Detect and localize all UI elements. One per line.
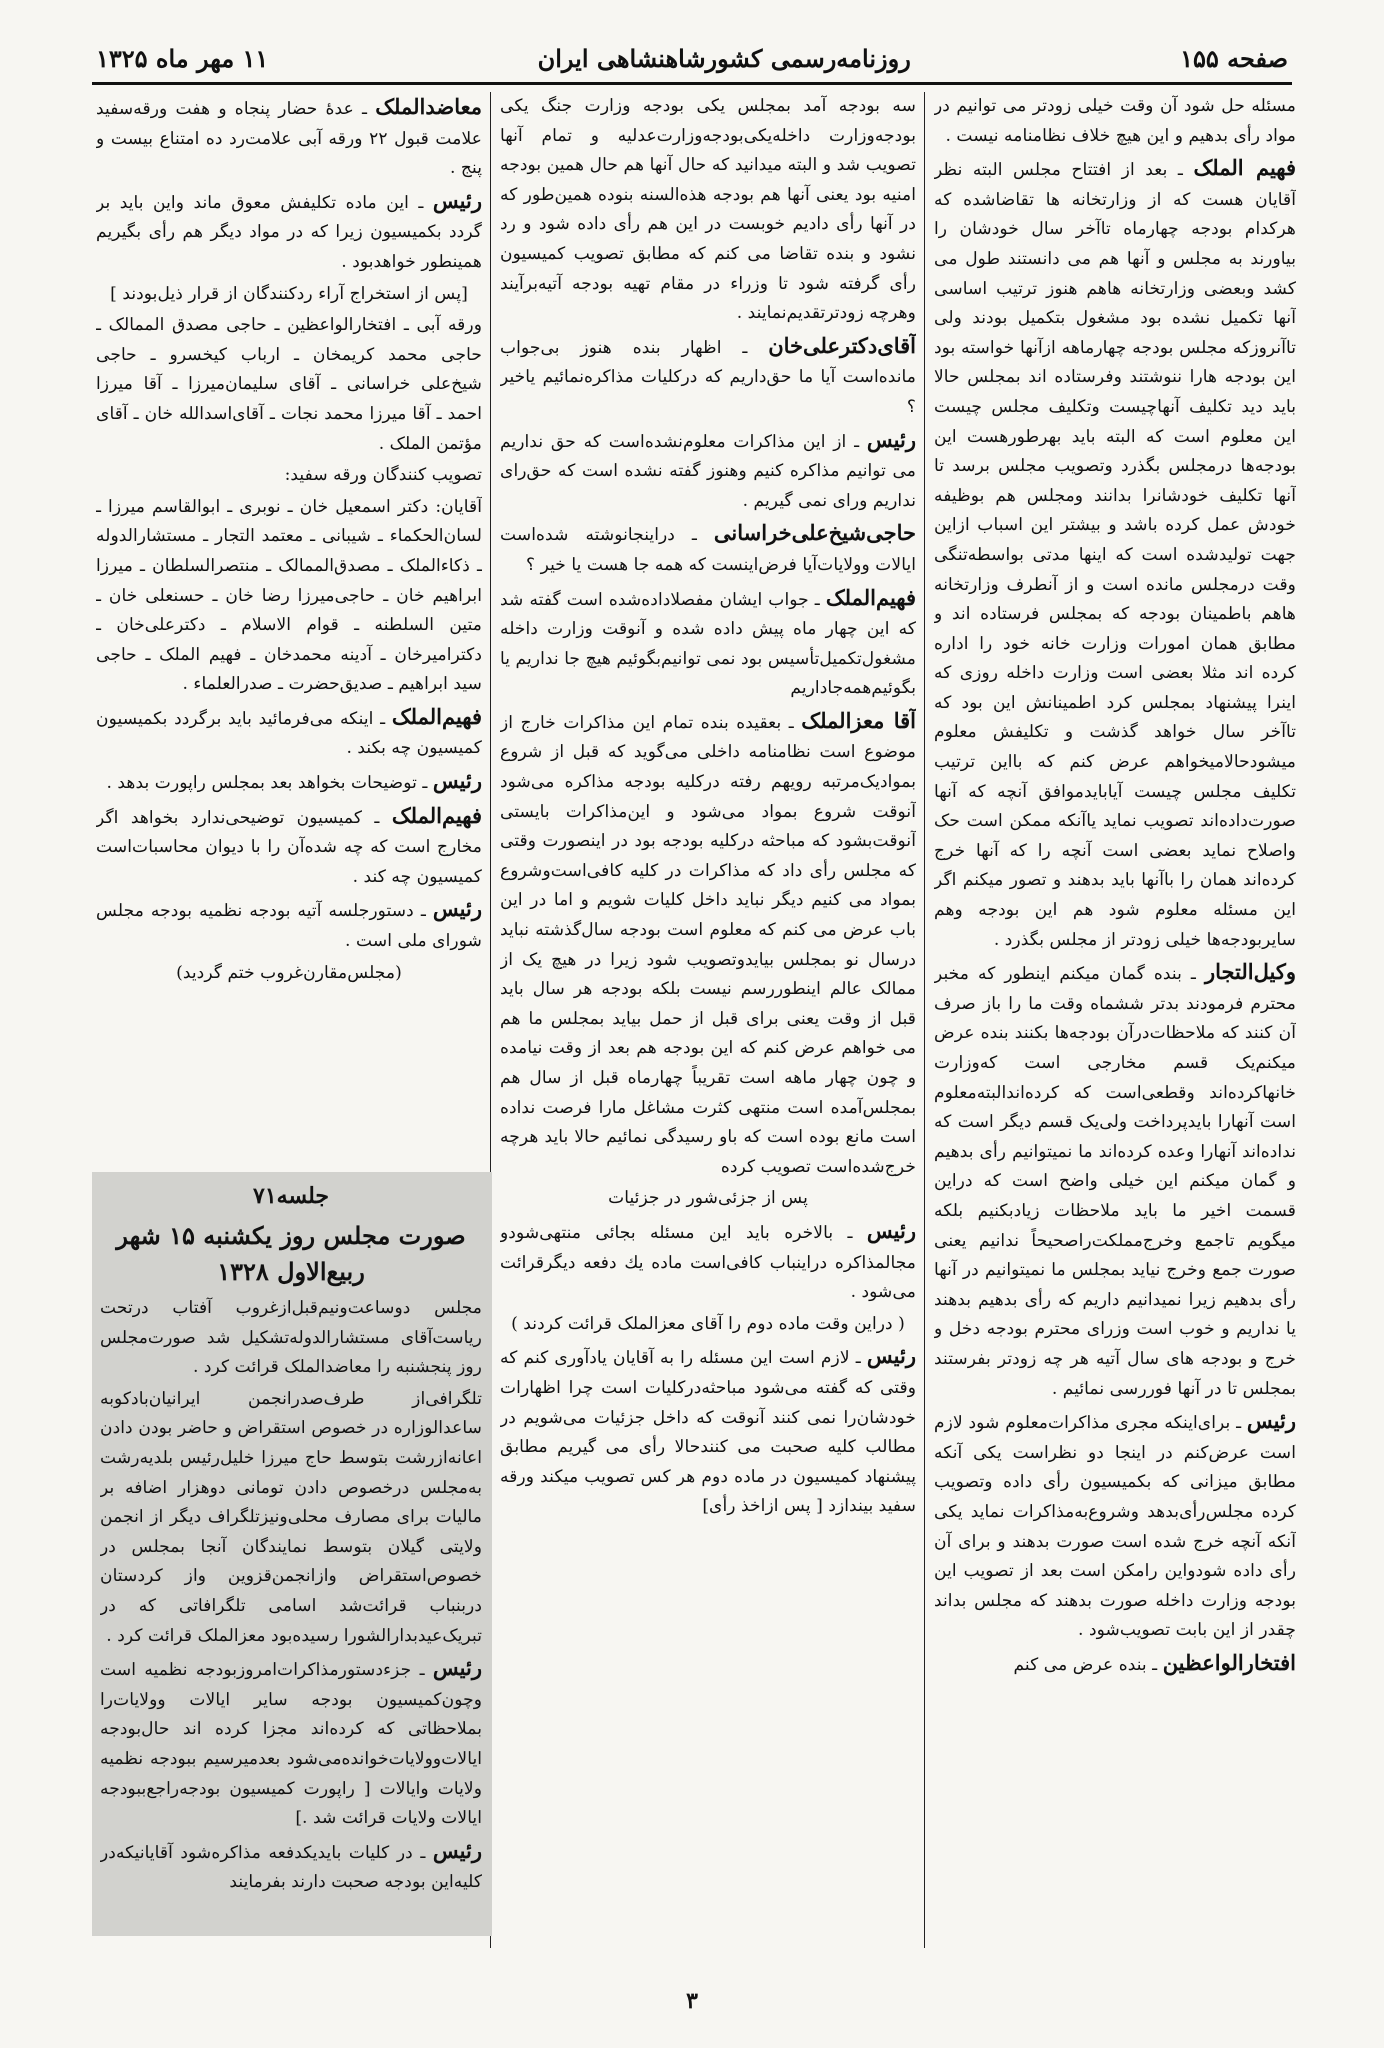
paragraph-text: ورقه آبی ـ افتخارالواعظین ـ حاجی مصدق الممالک ـ حاجی محمد کریمخان ـ ارباب کیخسرو ـ حاجی شیخ‌علی خراسانی ـ آقای سلیمان‌میرزا ـ آقا میرزا احمد ـ آقا میرزا محمد نجات ـ آقای‌اسدالله خان ـ آقای مؤتمن الملک . [96, 315, 482, 454]
speech-paragraph [96, 766, 482, 799]
speaker-name: رئیس [432, 187, 482, 213]
text-paragraph [96, 461, 482, 491]
speaker-name: رئیس [866, 1343, 916, 1369]
text-paragraph [100, 1294, 482, 1383]
speech-paragraph [500, 583, 916, 704]
page-number: ۳ [686, 1988, 698, 2014]
speech-paragraph [934, 153, 1296, 955]
page-label: صفحه ۱۵۵ [1180, 43, 1288, 73]
text-paragraph [100, 1385, 482, 1651]
speaker-name: رئیس [432, 1655, 482, 1681]
speaker-name: فهیم‌الملک [391, 802, 482, 828]
speaker-name: افتخارالواعظین [1162, 1649, 1296, 1675]
speech-paragraph [934, 1648, 1296, 1681]
speech-paragraph [500, 425, 916, 517]
paragraph-text: (مجلس‌مقارن‌غروب ختم گردید) [176, 962, 402, 983]
speaker-name: رئیس [866, 426, 916, 452]
session-number: جلسه۷۱ [253, 1183, 329, 1209]
paragraph-text: ـ در کلیات بایدیکدفعه مذاکره‌شود آقایانیکه‌در کلیه‌این بودجه صحبت دارند بفرمایند [100, 1842, 482, 1893]
paragraph-text: سه بودجه آمد بمجلس یکی بودجه وزارت جنگ یکی بودجه‌وزارت داخله‌یکی‌بودجه‌وزارت‌عدلیه و تمام آنها تصویب شد و البته میدانید که حال آنها هم حال همین بودجه امنیه بود یعنی آنها هم بودجه هذه‌السنه بنوده همین‌طور که در آنها رأی دادیم خوبست در این هم رأی داده شود و رد نشود و بنده تقاضا می کنم که مطابق تصویب کمیسیون رأی گرفته شود تا وزراء در مقام تهیه بودجه آتیه‌برآیند وهرچه زودتر‌تقدیم‌نمایند . [500, 96, 916, 324]
paragraph-text: ـ عدهٔ حضار پنجاه و هفت ورقه‌سفید علامت قبول ۲۲ ورقه آبی علامت‌رد ده امتناع بیست و پنج . [96, 99, 482, 179]
paragraph-text: ـ بعقیده بنده تمام این مذاکرات خارج از موضوع است نظامنامه داخلی می‌گوید که قبل از شروع بمواد‌یک‌مرتبه رویهم رفته درکلیه بودجه مذاکره می‌شود آنوقت شروع بمواد می‌شود و این‌مذاکرات بایستی آنوقت‌بشود که مباحثه درکلیه بودجه بود در اینصورت وقتی که مجلس رأی داد که مذاکرات در کلیه کافی‌است‌وشروع بمواد می کنیم دیگر نباید داخل کلیات شویم و اما در این باب عرض می کنم که معلوم است بودجه سال‌گذشته نباید درسال نو بمجلس بیاید‌وتصویب شود زیرا در هیچ یک از ممالک عالم اینطوررسم نیست بلکه بودجه هر سال باید قبل از وقت یعنی برای قبل از حمل بیاید بمجلس ما هم می خواهم عرض کنم که این بودجه هم بعد از وقت نیامده و چون چهار ماهه است تقریباً چهارماه قبل از سال هم بمجلس‌آمده است منتهی کثرت مشاغل مارا فرصت نداده است مانع بوده است که باو رسیدگی نمائیم حالا باید هرچه خرج‌شده‌است تصویب کرده [500, 712, 916, 1177]
speaker-name: فهیم‌الملک [825, 584, 916, 610]
publication-title: روزنامه‌رسمی کشورشاهنشاهی ایران [537, 43, 911, 73]
session-71-section [100, 1176, 482, 1948]
session-title: صورت مجلس روز یکشنبه ۱۵ شهر ربیع‌الاول ۱۳۲۸ [116, 1221, 466, 1286]
speaker-name: وکیل‌التجار [1204, 959, 1296, 985]
text-paragraph [934, 92, 1296, 151]
paragraph-text: ـ توضیحات بخواهد بعد بمجلس راپورت بدهد . [106, 773, 433, 794]
session-body [100, 1294, 482, 1898]
paragraph-text: مسئله حل شود آن وقت خیلی زودتر می توانیم در مواد رأی بدهیم و این هیچ خلاف نظامنامه نیست . [934, 96, 1296, 146]
speech-paragraph [96, 801, 482, 893]
text-paragraph [500, 1184, 916, 1214]
speaker-name: رئیس [866, 1217, 916, 1243]
speech-paragraph [100, 1653, 482, 1834]
paragraph-text: ـ بالاخره باید این مسئله بجائی منتهی‌شودو مجالمذاکره دراینباب کافی‌است ماده یك دفعه دیگرقرائت می‌شود . [500, 1222, 916, 1303]
speech-paragraph [96, 92, 482, 184]
paragraph-text: تلگرافی‌از طرف‌صدرانجمن ایرانیان‌بادکوبه ساعد‌الوزاره در خصوص استقراض و حاضر بودن دادن اعانه‌ازرشت بتوسط حاج میرزا خلیل‌رئیس بلدیه‌رشت به‌مجلس درخصوص دادن تومانی دوهزار اضافه بر مالیات برای مصارف محلی‌ونیز‌تلگراف دیگر از انجمن ولایتی گیلان بتوسط نمایندگان آنجا بمجلس در خصوص‌استقراض وازانجمن‌قزوین واز کردستان دربنباب قرائت‌شد اسامی تلگرافاتی که در تبریک‌عیدبدارالشورا رسیده‌بود معزالملک قرائت کرد . [100, 1388, 482, 1646]
paragraph-text: ـ کمیسیون توضیحی‌ندارد بخواهد اگر مخارج است که چه شده‌آن را با دیوان محاسبات‌است کمیسیون چه کند . [96, 807, 482, 887]
speaker-name: معاضدالملک [375, 94, 482, 119]
speech-paragraph [500, 518, 916, 580]
paragraph-text: تصویب کنندگان ورقه سفید: [284, 465, 482, 486]
column-right [934, 92, 1296, 1948]
paragraph-text: مجلس دوساعت‌ونیم‌قبل‌ازغروب آفتاب درتحت ریاست‌آقای مستشارالدوله‌تشکیل شد صورت‌مجلس روز پنجشنبه را معاضدالملک قرائت کرد . [100, 1298, 482, 1378]
paragraph-text: ـ اینکه می‌فرمائید باید برگردد بکمیسیون کمیسیون چه بکند . [96, 708, 482, 759]
speech-paragraph [934, 1406, 1296, 1646]
text-paragraph [500, 92, 916, 329]
speech-paragraph [934, 957, 1296, 1404]
paragraph-text: ـ لازم است این مسئله را به آقایان یادآوری کنم که وقتی که گفته می‌شود مباحثه‌درکلیات است چرا اظهارات خودشان‌را نمی کنند آنوقت که داخل جزئیات می‌شویم در مطالب کلیه صحبت می کنندحالا رأی می گیریم مطابق پیشنهاد کمیسیون در ماده دوم هر کس تصویب میکند ورقه سفید بیندازد [ پس ازاخذ رأی] [500, 1348, 916, 1517]
paragraph-text: ـ بنده گمان میکنم اینطور که مخبر محترم فرمودند بدتر ششماه وقت ما را باز صرف آن کنند که ملاحظات‌درآن بودجه‌ها بکنند بنده عرض میکنم‌یک قسم مخارجی است که‌وزارت خانهاکرده‌اند وقطعی‌است که کرده‌اند‌البته‌معلوم است آنهارا بایدپرداخت ولی‌یک قسم دیگر است که نداده‌اند آنهارا وعده کرده‌اند ما نمیتوانیم رأی بدهیم و گمان میکنم این خیلی واضح است که دراین قسمت اخیر ما باید ملاحظات زیادبکنیم بلکه میگویم تاجمع وخرج‌مملکت‌راصحیحاً ندانیم یعنی صورت جمع وخرج نیاید بمجلس ما نمیتوانیم در آنها رأی بدهیم زیرا نمیدانیم داریم که رأی بدهیم بدهند یا نداریم و خوب است وزرای محترم بودجه دخل و خرج و بودجه های سال آتیه هر چه زودتر بفرستند بمجلس تا در آنها فوررسی نمائیم . [934, 964, 1296, 1399]
speaker-name: رئیس [432, 768, 482, 794]
paragraph-text: ـ برای‌اینکه مجری مذاکرات‌معلوم شود لازم است عرض‌کنم در اینجا دو نظراست یکی آنکه مطابق میزانی که بکمیسیون رأی داده وتصویب کرده مجلس‌رأی‌بدهد وشروع‌به‌مذاکرات نماید یکی آنکه آنچه خرج شده است صورت بدهند و برای آن رأی داده شود‌واین رامکن است بعد از تصویب این بودجه وزارت داخله صورت بدهند که مجلس بداند چقدر از این بابت تصویب‌شود . [934, 1413, 1296, 1641]
paragraph-text: ـ اظهار بنده هنوز بی‌جواب مانده‌است آیا ما حق‌داریم که درکلیات مذاکره‌نمائیم یاخیر ؟ [500, 337, 916, 417]
text-paragraph [500, 1310, 916, 1340]
speech-paragraph [500, 331, 916, 423]
paragraph-text: آقایان: دکتر اسمعیل خان ـ نوبری ـ ابوالقاسم میرزا ـ لسان‌الحکماء ـ شیبانی ـ معتمد التجار ـ مستشارالدوله ـ ذکاءالملک ـ مصدق‌الممالک ـ منتصرالسلطان ـ میرزا ابراهیم خان ـ حاجی‌میرزا رضا خان ـ حسنعلی خان ـ متین السلطنه ـ قوام الاسلام ـ دکترعلی‌خان ـ دکترامیرخان ـ آدینه محمدخان ـ فهیم الملک ـ حاجی سید ابراهیم ـ صدیق‌حضرت ـ صدرالعلماء . [96, 496, 482, 695]
text-paragraph [96, 959, 482, 989]
speech-paragraph [500, 1341, 916, 1522]
column-center [500, 92, 916, 1948]
speaker-name: آقای‌دکترعلی‌خان [768, 332, 916, 358]
paragraph-text: پس از جزئی‌شور در جزئیات [608, 1188, 808, 1209]
speaker-name: فهیم‌الملک [391, 703, 482, 729]
speaker-name: رئیس [1246, 1408, 1296, 1434]
text-paragraph [96, 311, 482, 459]
header-rule [92, 82, 1292, 85]
text-paragraph [96, 493, 482, 700]
column-divider-right [924, 92, 925, 1948]
paragraph-text: ـ دراینجانوشته شده‌است ایالات وولایات‌آیا فرض‌اینست که همه جا هست یا خیر ؟ [500, 525, 916, 575]
page-header [96, 38, 1288, 78]
paragraph-text: ـ این ماده تکلیفش معوق ماند واین باید بر گردد بکمیسیون زیرا که در مواد دیگر هم رأی بگیریم همینطور خواهدبود . [96, 192, 482, 272]
text-paragraph [96, 280, 482, 310]
issue-date: ۱۱ مهر ماه ۱۳۲۵ [96, 43, 269, 73]
paragraph-text: ( دراین وقت ماده دوم را آقای معزالملک قرائت کردند ) [511, 1313, 905, 1334]
paragraph-text: ـ از این مذاکرات معلوم‌نشده‌است که حق نداریم می توانیم مذاکره کنیم وهنوز گفته نشده است که حق‌رای نداریم ورای نمی گیریم . [500, 431, 916, 511]
paragraph-text: ـ بعد از افتتاح مجلس البته نظر آقایان هست که از وزارتخانه ها تقاضاشده که هرکدام بودجه چهارماه تاآخر سال خودشان را بیاورند به مجلس و آنها هم می دانستند طول می کشد وبعضی وزارتخانه هاهم هنوز ترتیب اساسی آنها تکمیل نشده بود مشغول بتکمیل بودند ولی تاآنروزکه مجلس بودجه چهارماهه ازآنها خواسته بود این بودجه هارا ننوشتند وفرستاده اند بمجلس حالا باید دید تکلیف آنهاچیست وتکلیف مجلس چیست این معلوم است که البته باید بهرطورهست این بودجه‌ها درمجلس بگذرد وتصویب مجلس برسد تا آنها تکلیف خودشانرا بدانند ومجلس هم بوظیفه خودش عمل کرده باشد و بیشتر این اسباب ازاین جهت تولیدشده است که اینها مدتی بواسطه‌تنگی وقت درمجلس مانده است و از آنطرف وزارتخانه هاهم باطمینان بودجه که بمجلس فرستاده اند و مطابق همان امورات وزارت خانه خود را اداره کرده اند مثلا بعضی است وزارت داخله روزی که اینرا پیشنهاد بمجلس کرد اطمینانش این بود که تاآخر سال خواهد گذشت و تکلیفش معلوم میشودحالامیخواهم عرض کنم که بااین ترتیب تکلیف مجلس چیست آیاباید‌موافق آنچه که آنها صورت‌داده‌اند تصویب نماید یاآنکه ممکن است حک واصلاح نماید بعضی است آنچه را که آنها خرج کرده‌اند همان را باآنها باید بدهند و تصور میکنم اگر این مسئله معلوم شود هم این بودجه وهم سایربودجه‌ها خیلی زودتر از مجلس بگذرد . [934, 160, 1296, 950]
speaker-name: فهیم الملک [1193, 155, 1296, 181]
paragraph-text: [پس از استخراج آراء ردکنندگان از قرار ذیل‌بودند ] [110, 283, 468, 304]
speech-paragraph [100, 1836, 482, 1898]
speech-paragraph [96, 702, 482, 764]
speech-paragraph [500, 1216, 916, 1308]
paragraph-text: ـ دستورجلسه آتیه بودجه نظمیه بودجه مجلس شورای ملی است . [96, 901, 482, 952]
speech-paragraph [500, 706, 916, 1183]
speaker-name: رئیس [432, 1837, 482, 1863]
speaker-name: رئیس [432, 896, 482, 922]
speech-paragraph [96, 894, 482, 956]
speaker-name: حاجی‌شیخ‌علی‌خراسانی [713, 520, 916, 546]
paragraph-text: ـ جزءدستورمذاکرات‌امروزبودجه نظمیه است وچون‌کمیسیون بودجه سایر ایالات وولایات‌را بملاحظاتی که کرده‌اند مجزا کرده اند حال‌بودجه ایالات‌وولایات‌خوانده‌می‌شود بعدمیرسیم ببودجه نظمیه ولایات وایالات [ راپورت کمیسیون بودجه‌راجع‌ببودجه ایالات ولایات قرائت شد .] [100, 1660, 482, 1829]
paragraph-text: ـ بنده عرض می کنم [1013, 1654, 1163, 1675]
speech-paragraph [96, 186, 482, 278]
paragraph-text: ـ جواب ایشان مفصلاداده‌شده است گفته شد که این چهار ماه پیش داده شده و آنوقت وزارت داخله مشغول‌تکمیل‌تأسیس بود نمی توانیم‌بگوئیم هیچ جا نداریم یا بگوئیم‌همه‌جاداریم [500, 589, 916, 699]
speaker-name: آقا معزالملک [801, 707, 916, 733]
